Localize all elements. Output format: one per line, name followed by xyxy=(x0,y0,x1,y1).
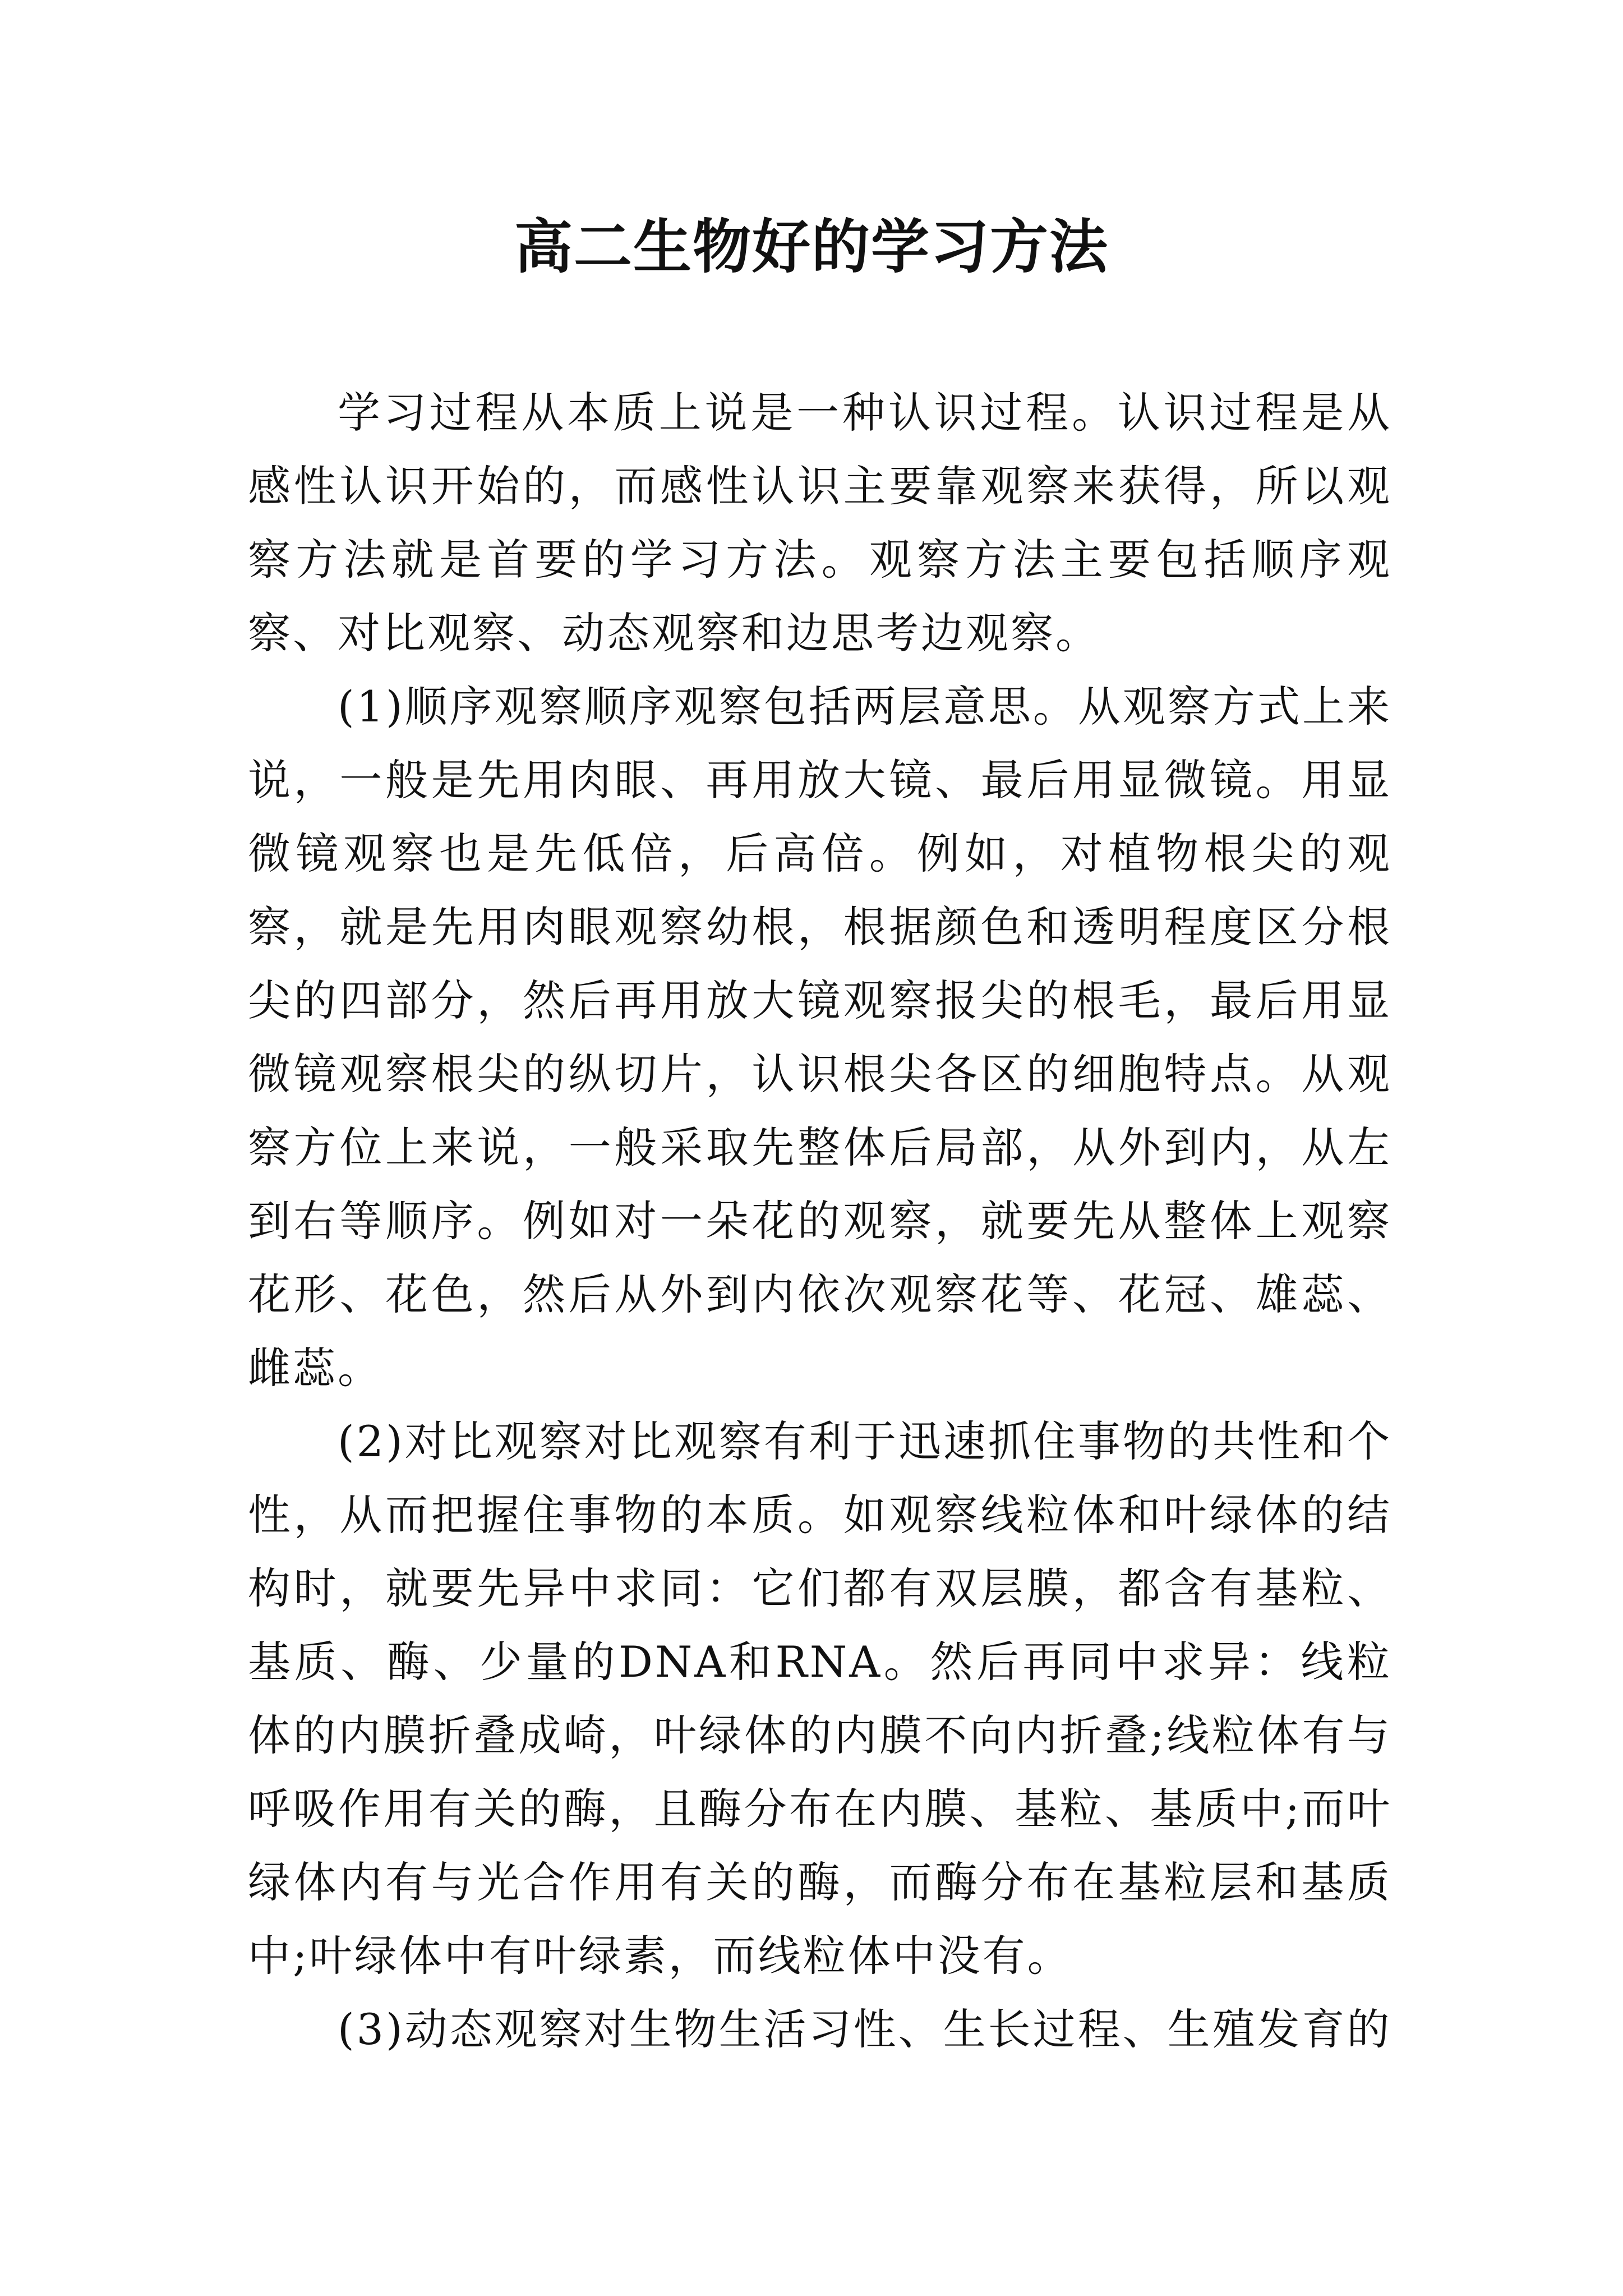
document-body xyxy=(248,376,1392,2066)
paragraph-contrast-observation: (2)对比观察对比观察有利于迅速抓住事物的共性和个性，从而把握住事物的本质。如观察线粒体和叶绿体的结构时，就要先异中求同：它们都有双层膜，都含有基粒、基质、酶、少量的DNA和RNA。然后再同中求异：线粒体的内膜折叠成崎，叶绿体的内膜不向内折叠;线粒体有与呼吸作用有关的酶，且酶分布在内膜、基粒、基质中;而叶绿体内有与光合作用有关的酶，而酶分布在基粒层和基质中;叶绿体中有叶绿素，而线粒体中没有。 xyxy=(248,1416,1392,1981)
paragraph-intro: 学习过程从本质上说是一种认识过程。认识过程是从感性认识开始的，而感性认识主要靠观察来获得，所以观察方法就是首要的学习方法。观察方法主要包括顺序观察、对比观察、动态观察和边思考边观察。 xyxy=(248,388,1392,658)
document-title: 高二生物好的学习方法 xyxy=(514,212,1109,281)
paragraph-dynamic-observation: (3)动态观察对生物生活习性、生长过程、生殖发育的 xyxy=(338,2004,1392,2054)
paragraph-sequential-observation: (1)顺序观察顺序观察包括两层意思。从观察方式上来说，一般是先用肉眼、再用放大镜、最后用显微镜。用显微镜观察也是先低倍，后高倍。例如，对植物根尖的观察，就是先用肉眼观察幼根，根据颜色和透明程度区分根尖的四部分，然后再用放大镜观察报尖的根毛，最后用显微镜观察根尖的纵切片，认识根尖各区的细胞特点。从观察方位上来说，一般采取先整体后局部，从外到内，从左到右等顺序。例如对一朵花的观察，就要先从整体上观察花形、花色，然后从外到内依次观察花等、花冠、雄蕊、雌蕊。 xyxy=(248,682,1392,1393)
